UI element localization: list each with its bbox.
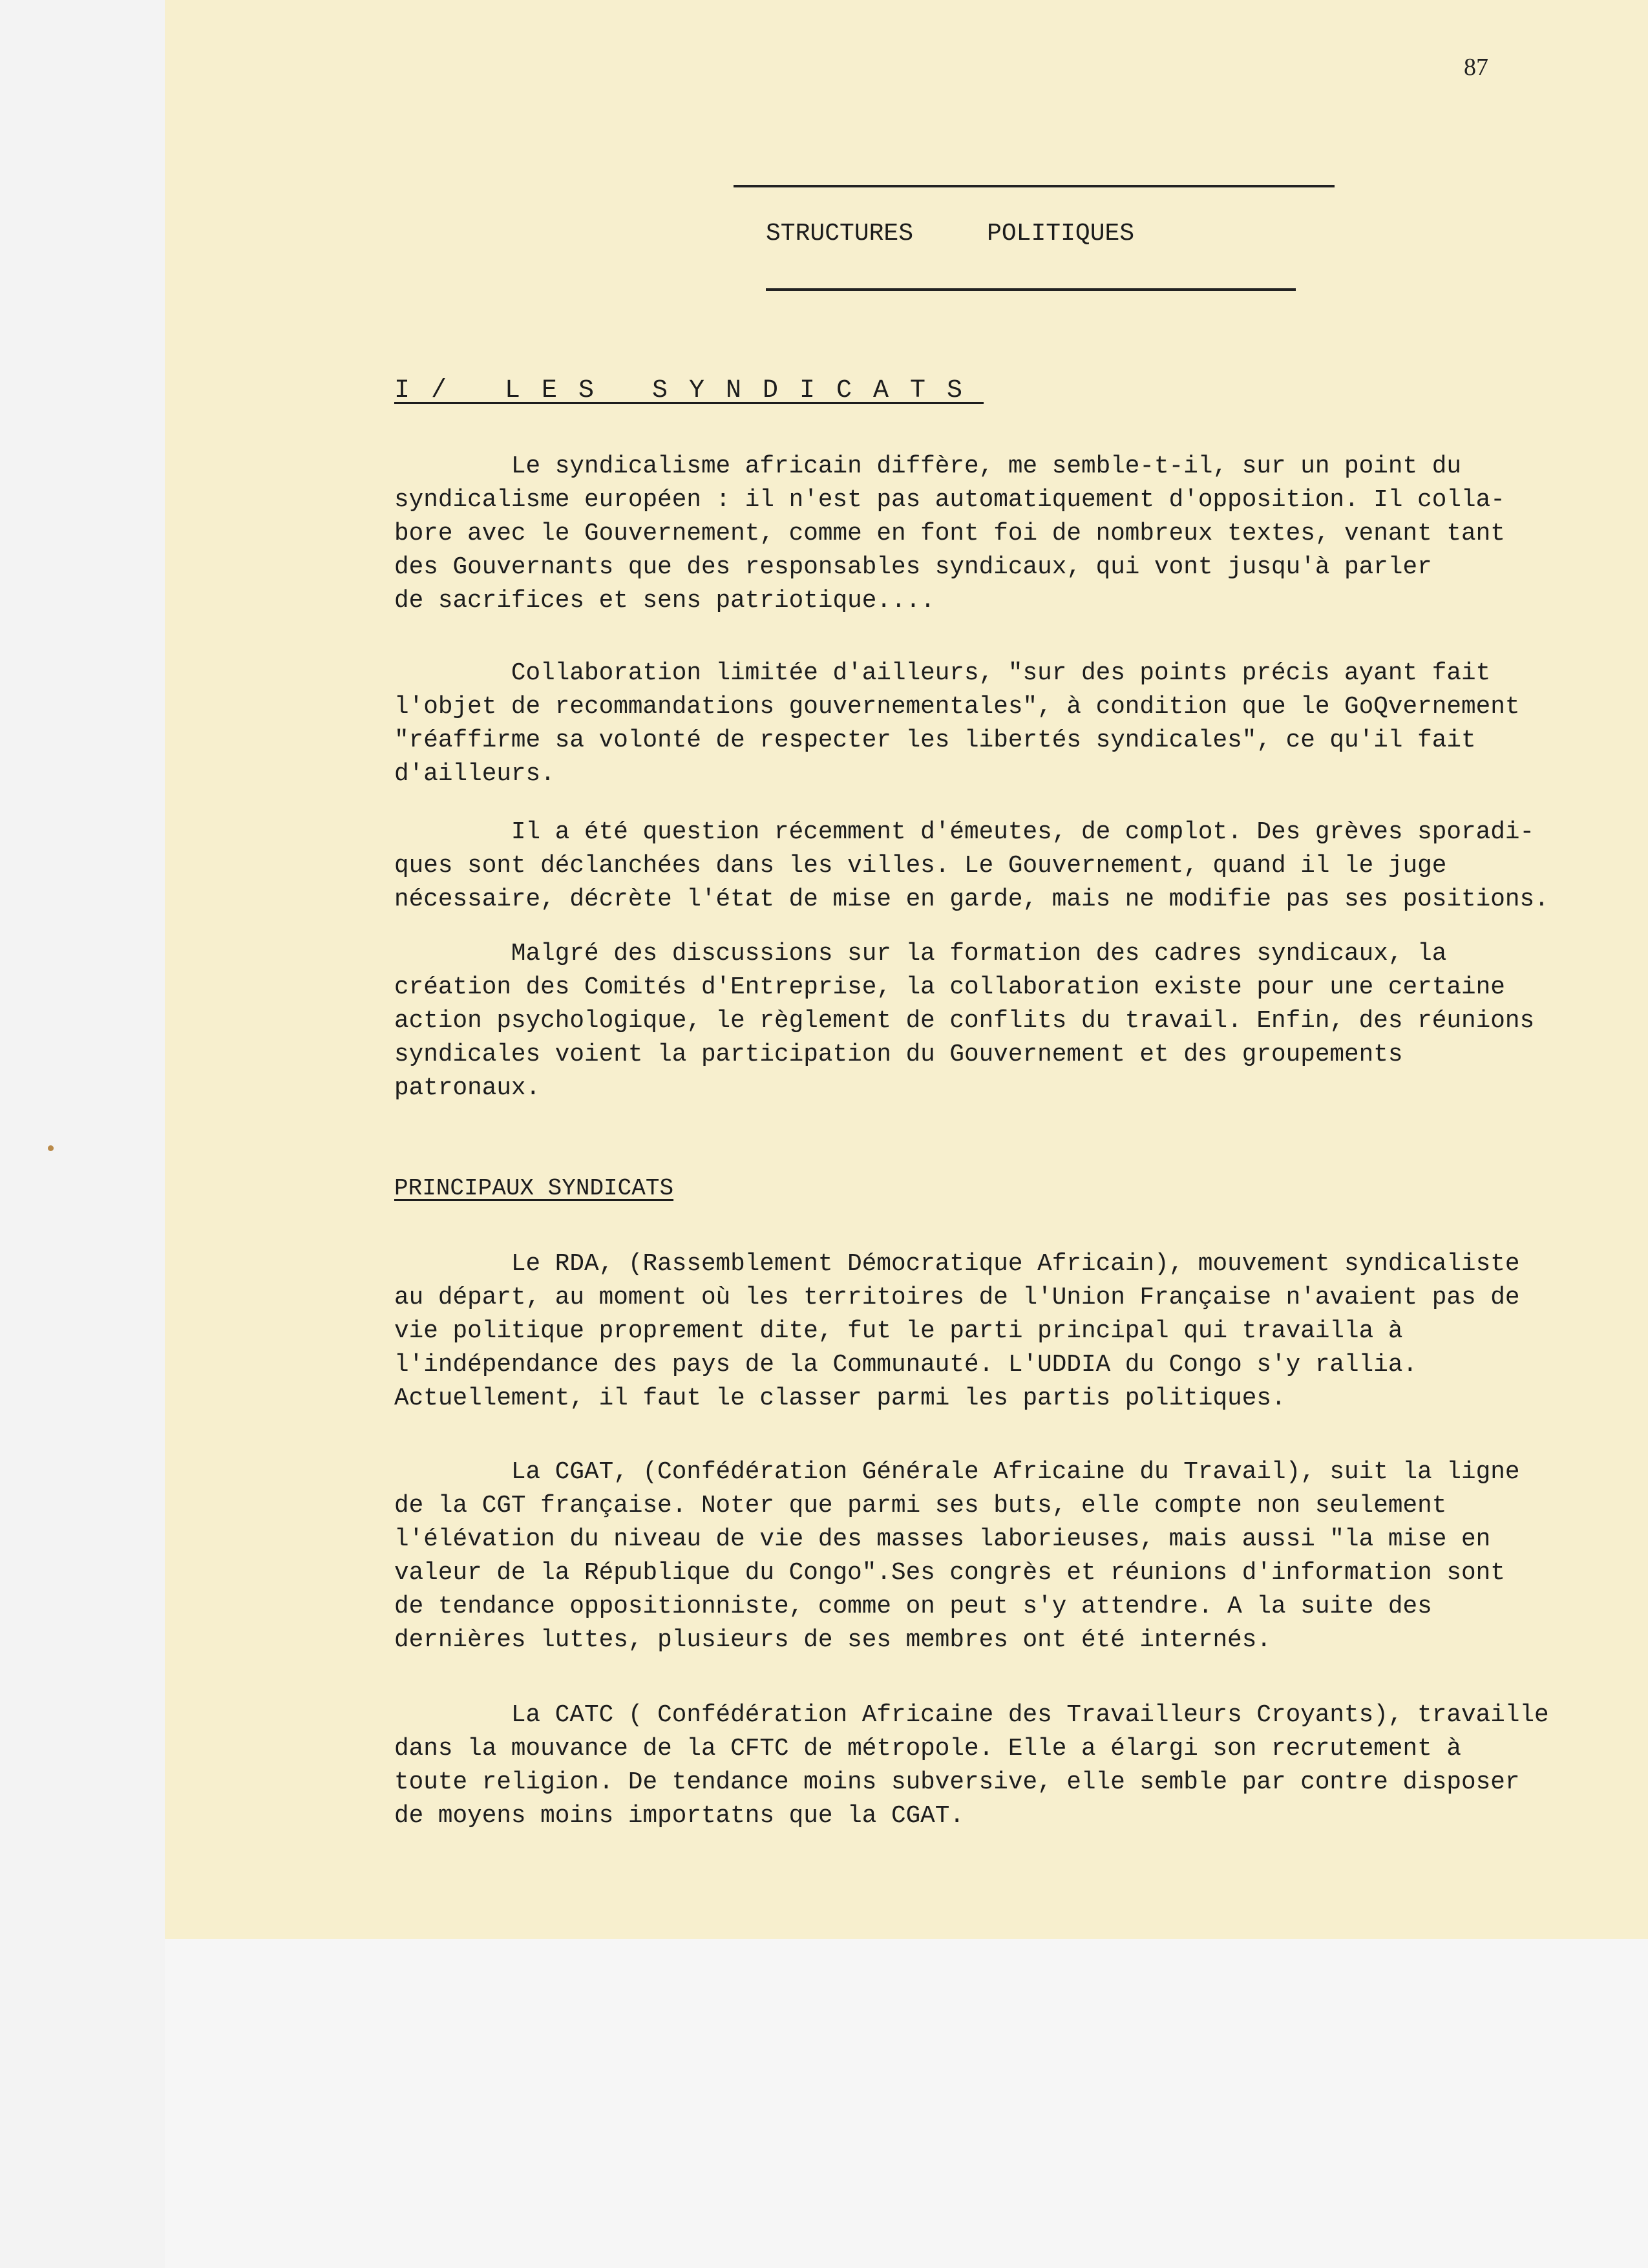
paragraph: Il a été question récemment d'émeutes, de complot. Des grèves sporadi- ques sont déclanchées dans les villes. Le Gouvernement, quand il le juge nécessaire, décrète l'état de mise en garde, mais ne modifie pas ses positions. — [394, 819, 1549, 913]
section-heading: I/ LES SYNDICATS — [394, 376, 984, 405]
title-rule-bottom — [766, 288, 1296, 291]
paper-speck — [48, 1145, 54, 1151]
paragraph: Collaboration limitée d'ailleurs, "sur des points précis ayant fait l'objet de recommandations gouvernementales", à condition que le GoQvernement "réaffirme sa volonté de respecter les libertés syndicales", ce qu'il fait d'ailleurs. — [394, 660, 1520, 788]
typed-page — [165, 0, 1648, 1939]
page-title — [766, 220, 1134, 248]
paragraph: Malgré des discussions sur la formation des cadres syndicaux, la création des Comités d'Entreprise, la collaboration existe pour une certaine action psychologique, le règlement de conflits du travail. Enfin, des réunions syndicales voient la participation du Gouvernement et des groupements patronaux. — [394, 940, 1535, 1102]
title-right: POLITIQUES — [987, 220, 1135, 248]
scan-background-bottom — [165, 1939, 1648, 2268]
paragraph: Le RDA, (Rassemblement Démocratique Africain), mouvement syndicaliste au départ, au moment où les territoires de l'Union Française n'avaient pas de vie politique proprement dite, fut le parti principal qui travailla à l'indépendance des pays de la Communauté. L'UDDIA du Congo s'y rallia. Actuellement, il faut le classer parmi les partis politiques. — [394, 1251, 1520, 1412]
paragraph: La CATC ( Confédération Africaine des Travailleurs Croyants), travaille dans la mouvance de la CFTC de métropole. Elle a élargi son recrutement à toute religion. De tendance moins subversive, elle semble par contre disposer de moyens moins importatns que la CGAT. — [394, 1702, 1549, 1830]
title-rule-top — [734, 185, 1335, 187]
title-left: STRUCTURES — [766, 220, 914, 248]
subheading: PRINCIPAUX SYNDICATS — [394, 1175, 674, 1202]
paragraph: Le syndicalisme africain diffère, me semble-t-il, sur un point du syndicalisme européen : il n'est pas automatiquement d'opposition. Il colla- bore avec le Gouvernement, comme en font foi de nombreux textes, venant tant des Gouvernants que des responsables syndicaux, qui vont jusqu'à parler de sacrifices et sens patriotique.... — [394, 453, 1505, 615]
paragraph: La CGAT, (Confédération Générale Africaine du Travail), suit la ligne de la CGT française. Noter que parmi ses buts, elle compte non seulement l'élévation du niveau de vie des masses laborieuses, mais aussi "la mise en valeur de la République du Congo".Ses congrès et réunions d'information sont de tendance oppositionniste, comme on peut s'y attendre. A la suite des dernières luttes, plusieurs de ses membres ont été internés. — [394, 1459, 1520, 1654]
page-number: 87 — [1464, 54, 1488, 81]
scan-background-left — [0, 0, 165, 2268]
